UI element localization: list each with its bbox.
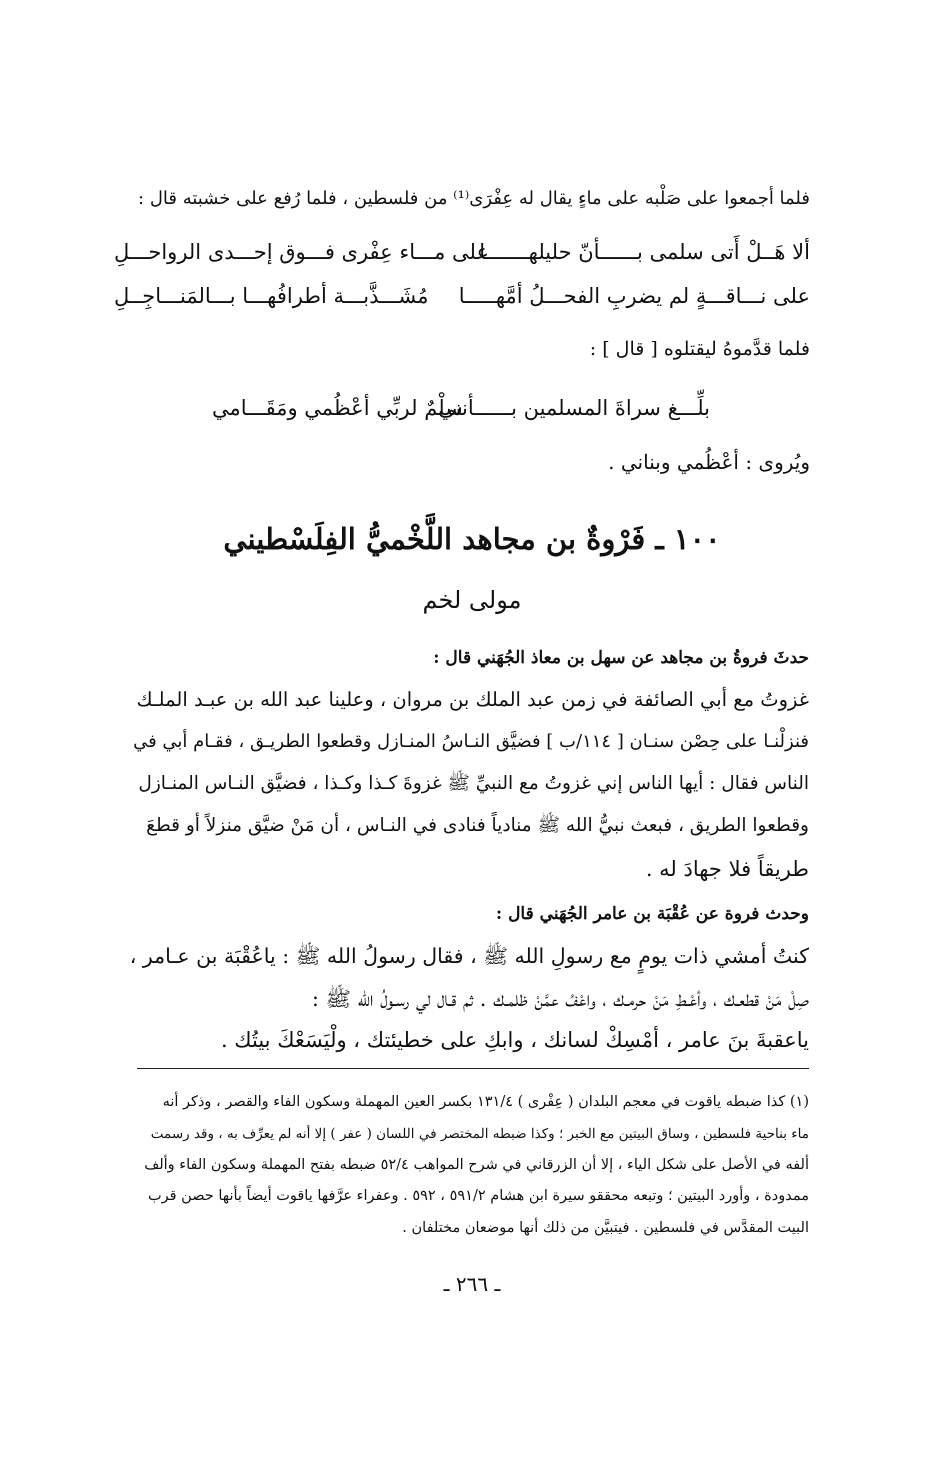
hadith1-line: فنزلْنـا على حِصْن سنـان [ ١١٤/ب ] فضيَّق النـاسُ المنـازل وقطعوا الطريـق ، فقـام أبي في: [133, 731, 809, 752]
poem2-verse1-first-hemistich: بلِّـــغ سراةَ المسلمين بــــــأنني: [438, 396, 710, 420]
footnote-line: ممدودة ، وأورد البيتين ؛ وتبعه محققو سيرة ابن هشام ٥٩١/٢ ، ٥٩٢ . وعفراء عرَّفها ياقوت أيضاً بأنها حصن قرب: [147, 1188, 809, 1204]
hadith2-line: صِلْ مَنْ قطعـك ، وأعْـطِ مَنْ حرمـك ، واعْفُ عمَّنْ ظلمـك . ثم قـال لي رسـولُ الله ﷺ :: [311, 987, 809, 1011]
footnote-line: (١) كذا ضبطه ياقوت في معجم البلدان ( عِفْرى ) ١٣١/٤ بكسر العين المهملة وسكون الفاء والقصر ، وذكر أنه: [162, 1094, 809, 1110]
footnote-line: ماء بناحية فلسطين ، وساق البيتين مع الخبر ؛ وكذا ضبطه المختصر في اللسان ( عفر ) إلا أنه لم يعرِّف به ، وقد رسمت: [150, 1126, 809, 1142]
hadith1-isnad: حدثَ فروةُ بن مجاهد عن سهل بن معاذ الجُهَني قال :: [433, 648, 809, 668]
footnote-line: البيت المقدَّس في فلسطين . فيتبيَّن من ذلك أنها موضعان مختلفان .: [402, 1220, 809, 1236]
variant-reading: ويُروى : أعْظُمي وبناني .: [608, 450, 810, 474]
poem1-verse2-first-hemistich: على نـــاقـــةٍ لم يضربِ الفحـــلُ أمَّهـــــا: [458, 284, 810, 308]
hadith1-line: الناس فقال : أيها الناس إني غزوتُ مع النبيِّ ﷺ غزوةَ كـذا وكـذا ، فضيَّق النـاس المنـازل: [138, 773, 809, 794]
transition-line: فلما قدَّموهُ ليقتلوه [ قال ] :: [589, 338, 810, 360]
hadith1-line: وقطعوا الطريق ، فبعث نبيُّ الله ﷺ منادياً فنادى في النـاس ، أن مَنْ ضيَّق منزلاً أو قطعَ: [146, 815, 809, 836]
poem1-verse1-first-hemistich: ألا هَــلْ أَتى سلمى بــــــأنّ حليلهـــــــا: [479, 240, 810, 264]
hadith1-line: غزوتُ مع أبي الصائفة في زمن عبد الملك بن مروان ، وعلينا عبد الله بن عبـد الملـك: [136, 688, 809, 711]
section-title: ١٠٠ ـ فَرْوةٌ بن مجاهد اللَّخْميُّ الفِلَسْطيني: [223, 522, 721, 556]
page-number: ـ ٢٦٦ ـ: [443, 1272, 501, 1296]
poem1-verse1-second-hemistich: على مـــاء عِفْرى فـــوق إحـــدى الرواحـــلِ: [114, 240, 490, 264]
footnote-separator: [137, 1068, 809, 1069]
section-subtitle: مولى لخم: [422, 586, 522, 614]
intro-line: فلما أجمعوا على صَلْبه على ماءٍ يقال له عِفْرَى⁽¹⁾ من فلسطين ، فلما رُفع على خشبته قال :: [138, 188, 810, 209]
hadith1-line: طريقاً فلا جهادَ له .: [645, 857, 809, 881]
poem1-verse2-second-hemistich: مُشَـــذَّبـــة أطرافُهـــا بـــالمَنـــاجِــلِ: [114, 284, 429, 308]
hadith2-line: كنتُ أمشي ذات يومٍ مع رسولِ الله ﷺ ، فقال رسولُ الله ﷺ : ياعُقْبَة بن عـامر ،: [129, 944, 809, 968]
poem2-verse1-second-hemistich: سلْمٌ لربِّي أعْظُمي ومَقَـــامي: [212, 396, 463, 420]
footnote-line: ألفه في الأصل على شكل الياء ، إلا أن الزرقاني في شرح المواهب ٥٢/٤ ضبطه بفتح المهملة وسكون الفاء وألف: [144, 1157, 809, 1173]
hadith2-line: ياعقبةَ بنَ عامر ، أمْسِكْ لسانك ، وابكِ على خطيئتك ، ولْيَسَعْكَ بيتُك .: [220, 1028, 809, 1052]
hadith2-isnad: وحدث فروة عن عُقْبَة بن عامر الجُهَني قال :: [495, 904, 809, 924]
